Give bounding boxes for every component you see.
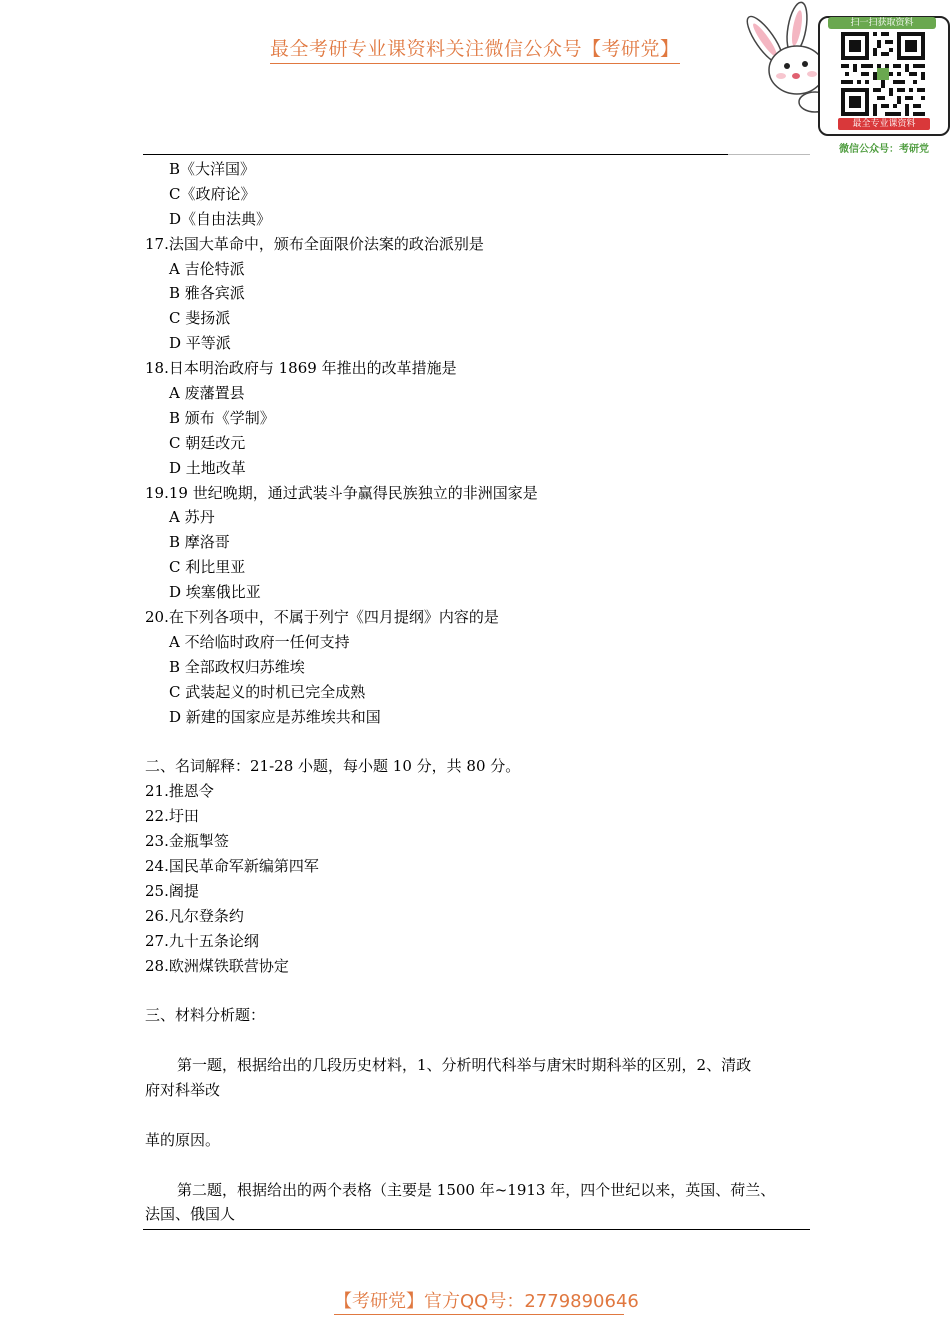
question-1-line-3: 革的原因。 [145,1130,221,1149]
qr-caption: 微信公众号：考研党 [839,144,929,155]
answer-option: C 斐扬派 [169,309,231,328]
term-item: 27.九十五条论纲 [145,931,259,950]
question-2-line-1: 第二题，根据给出的两个表格（主要是 1500 年~1913 年，四个世纪以来，英国、荷兰、 [177,1180,776,1199]
answer-option: B 全部政权归苏维埃 [169,657,305,676]
term-item: 25.阇提 [145,881,199,900]
header-banner: 最全考研专业课资料关注微信公众号【考研党】 [270,34,680,64]
answer-option: C 利比里亚 [169,558,246,577]
answer-option: C 朝廷改元 [169,433,246,452]
answer-option: B 雅各宾派 [169,284,245,303]
section-2-title: 二、名词解释：21-28 小题，每小题 10 分，共 80 分。 [145,757,521,776]
answer-option: D 埃塞俄比亚 [169,583,261,602]
answer-option: D《自由法典》 [169,209,272,228]
term-item: 21.推恩令 [145,782,214,801]
question-1-line-1: 第一题，根据给出的几段历史材料，1、分析明代科举与唐宋时期科举的区别，2、清政 [177,1056,752,1075]
footer-divider [143,1229,810,1230]
term-item: 22.圩田 [145,807,199,826]
section-3-title: 三、材料分析题： [145,1006,266,1025]
answer-option: A 不给临时政府一任何支持 [169,632,350,651]
question-list [145,157,810,729]
question-2-line-2: 法国、俄国人 [145,1205,236,1224]
question-stem: 20.在下列各项中，不属于列宁《四月提纲》内容的是 [145,608,499,627]
term-item: 26.凡尔登条约 [145,906,244,925]
term-item: 28.欧洲煤铁联营协定 [145,956,289,975]
term-item: 24.国民革命军新编第四军 [145,856,319,875]
term-item: 23.金瓶掣签 [145,832,229,851]
header-divider-tail [728,154,810,155]
question-stem: 17.法国大革命中，颁布全面限价法案的政治派别是 [145,234,484,253]
answer-option: A 苏丹 [169,508,215,527]
qr-top-label: 扫一扫获取资料 [828,17,936,29]
qr-code-icon [840,32,926,116]
answer-option: A 废藩置县 [169,384,245,403]
answer-option: B《大洋国》 [169,160,256,178]
qr-bottom-label: 最全专业课资料 [838,118,930,130]
header-divider [143,154,728,155]
answer-option: B 颁布《学制》 [169,408,275,427]
answer-option: D 土地改革 [169,458,246,477]
answer-option: A 吉伦特派 [169,259,245,278]
answer-option: D 平等派 [169,334,231,353]
answer-option: B 摩洛哥 [169,533,230,552]
answer-option: C 武装起义的时机已完全成熟 [169,682,366,701]
question-stem: 18.日本明治政府与 1869 年推出的改革措施是 [145,359,457,378]
question-1-line-2: 府对科举改 [145,1080,221,1099]
question-stem: 19.19 世纪晚期，通过武装斗争赢得民族独立的非洲国家是 [145,483,538,502]
document-body [145,157,810,1227]
footer-banner: 【考研党】官方QQ号：2779890646 [334,1287,624,1315]
answer-option: C《政府论》 [169,184,256,203]
answer-option: D 新建的国家应是苏维埃共和国 [169,707,381,726]
